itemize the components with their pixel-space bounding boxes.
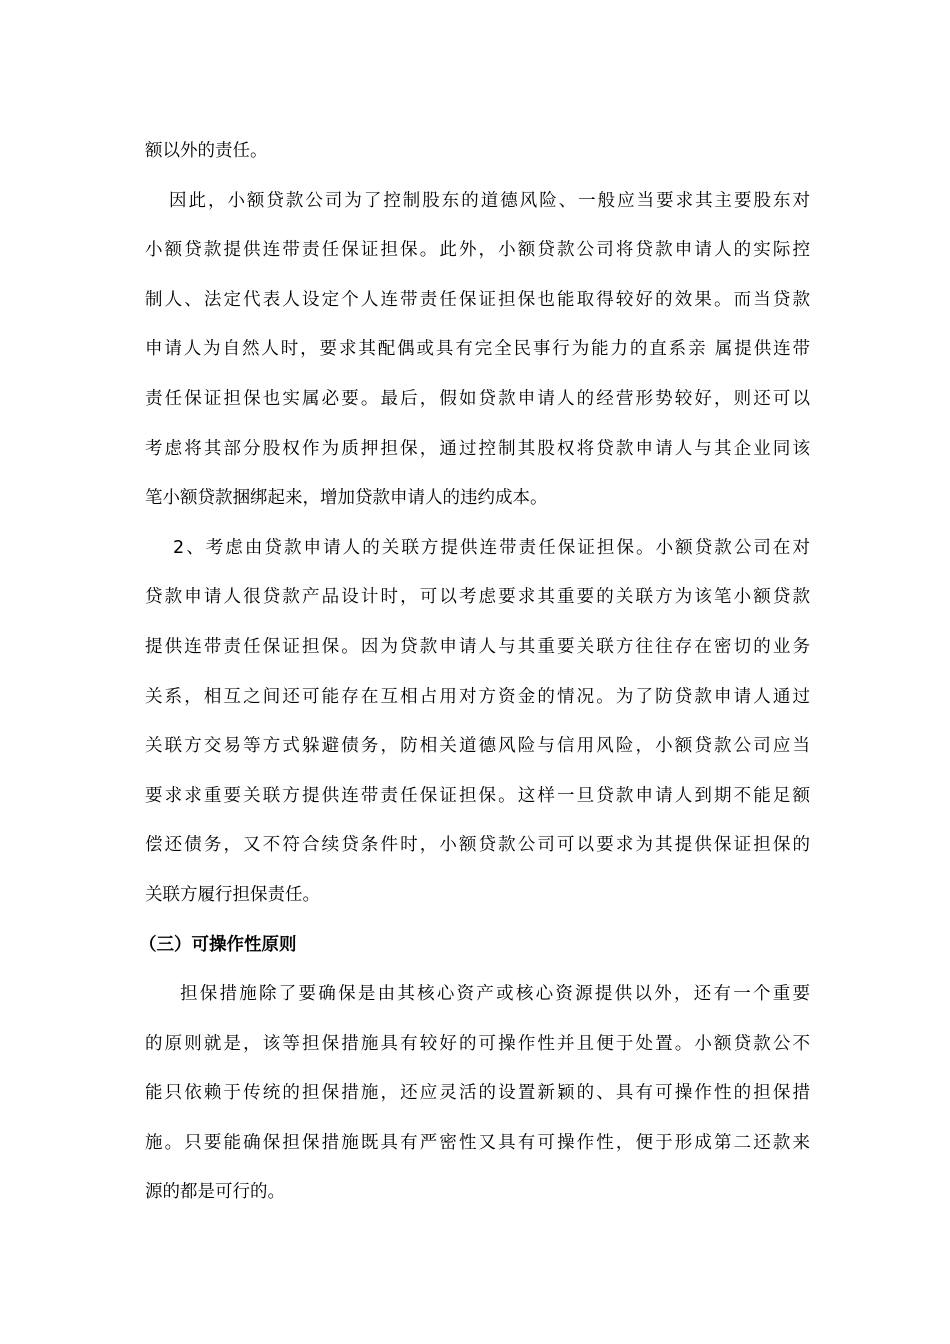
paragraph-line: 制人、法定代表人设定个人连带责任保证担保也能取得较好的效果。而当贷款 <box>145 289 810 310</box>
paragraph-line: 贷款申请人很贷款产品设计时，可以考虑要求其重要的关联方为该笔小额贷款 <box>145 587 810 608</box>
paragraph-line: 2、考虑由贷款申请人的关联方提供连带责任保证担保。小额贷款公司在对 <box>173 537 810 558</box>
paragraph-line: 考虑将其部分股权作为质押担保，通过控制其股权将贷款申请人与其企业同该 <box>145 438 810 459</box>
document-body <box>139 131 810 1222</box>
paragraph-line: 偿还债务，又不符合续贷条件时，小额贷款公司可以要求为其提供保证担保的 <box>145 835 810 856</box>
paragraph-line: 小额贷款提供连带责任保证担保。此外，小额贷款公司将贷款申请人的实际控 <box>145 240 810 261</box>
paragraph-line: 要求求重要关联方提供连带责任保证担保。这样一旦贷款申请人到期不能足额 <box>145 785 810 806</box>
paragraph-line: 关系，相互之间还可能存在互相占用对方资金的情况。为了防贷款申请人通过 <box>145 686 810 707</box>
section-heading: （三）可操作性原则 <box>139 934 297 955</box>
paragraph-line: 担保措施除了要确保是由其核心资产或核心资源提供以外，还有一个重要 <box>180 984 810 1005</box>
paragraph-line: 能只依赖于传统的担保措施，还应灵活的设置新颖的、具有可操作性的担保措 <box>145 1083 810 1104</box>
paragraph-line: 施。只要能确保担保措施既具有严密性又具有可操作性，便于形成第二还款来 <box>145 1132 810 1153</box>
paragraph-line: 责任保证担保也实属必要。最后，假如贷款申请人的经营形势较好，则还可以 <box>145 388 810 409</box>
paragraph-line: 源的都是可行的。 <box>145 1182 285 1203</box>
paragraph-line: 额以外的责任。 <box>145 141 268 161</box>
paragraph-line: 申请人为自然人时，要求其配偶或具有完全民事行为能力的直系亲 属提供连带 <box>145 339 810 360</box>
paragraph-line: 关联方交易等方式躲避债务，防相关道德风险与信用风险，小额贷款公司应当 <box>145 736 810 757</box>
paragraph-line: 关联方履行担保责任。 <box>145 884 320 905</box>
paragraph-line: 的原则就是，该等担保措施具有较好的可操作性并且便于处置。小额贷款公不 <box>145 1033 810 1054</box>
paragraph-line: 因此，小额贷款公司为了控制股东的道德风险、一般应当要求其主要股东对 <box>169 190 810 211</box>
paragraph-line: 提供连带责任保证担保。因为贷款申请人与其重要关联方往往存在密切的业务 <box>145 636 810 657</box>
paragraph-line: 笔小额贷款捆绑起来，增加贷款申请人的违约成本。 <box>145 488 548 509</box>
